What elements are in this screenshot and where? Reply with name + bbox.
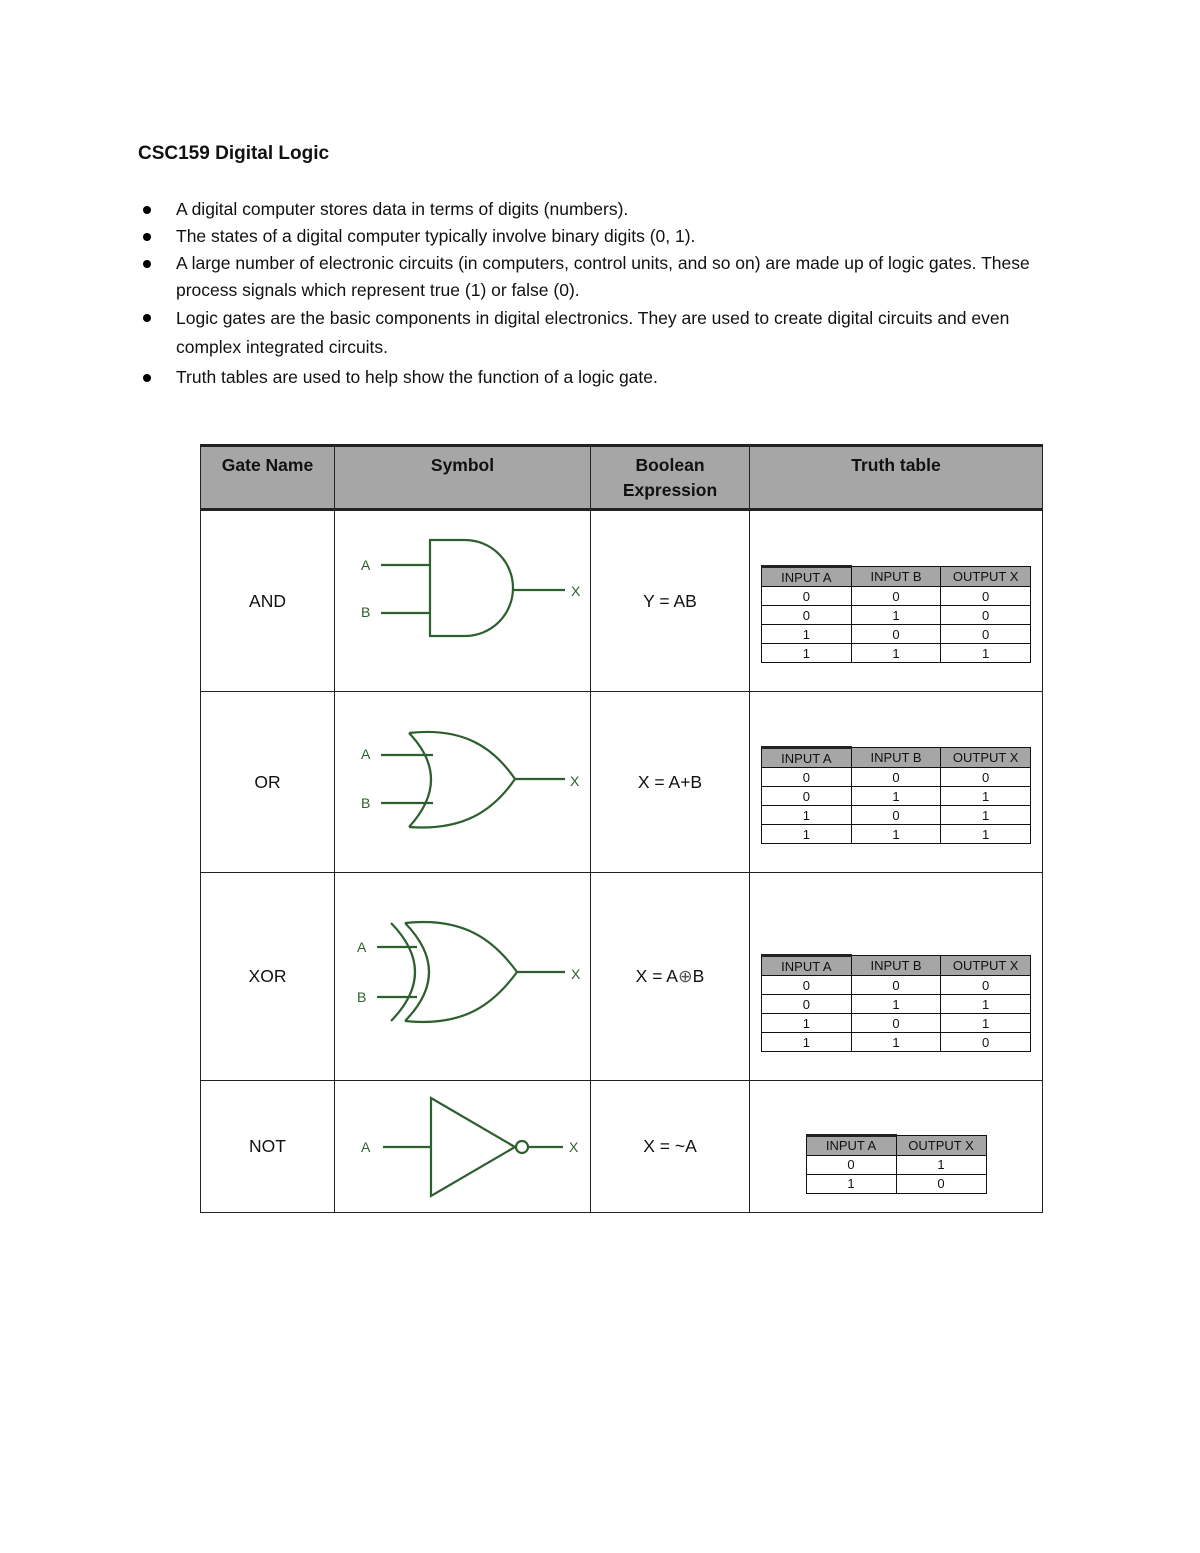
tt-header: INPUT A bbox=[762, 567, 852, 587]
header-symbol: Symbol bbox=[335, 446, 591, 510]
header-boolean-expression: Boolean Expression bbox=[591, 446, 750, 510]
tt-row: 1 1 0 bbox=[762, 1033, 1031, 1052]
page-title: CSC159 Digital Logic bbox=[138, 143, 330, 164]
pin-label-b: B bbox=[356, 988, 366, 1005]
list-item: The states of a digital computer typically involve binary digits (0, 1). bbox=[138, 223, 1038, 250]
pin-label-x: X bbox=[570, 965, 580, 982]
tt-header: OUTPUT X bbox=[896, 1135, 986, 1155]
truth-table-cell bbox=[750, 692, 1043, 873]
gate-symbol-cell bbox=[335, 692, 591, 873]
bullet-icon bbox=[143, 314, 151, 322]
bullet-icon bbox=[143, 374, 151, 382]
pin-label-a: A bbox=[360, 557, 370, 573]
truth-table-cell bbox=[750, 510, 1043, 692]
truth-table bbox=[761, 746, 1031, 844]
pin-label-x: X bbox=[569, 773, 579, 789]
table-row bbox=[201, 510, 1043, 692]
tt-header: OUTPUT X bbox=[941, 956, 1031, 976]
boolean-expression: X = A⊕B bbox=[591, 873, 750, 1081]
list-item: A large number of electronic circuits (in computers, control units, and so on) are made up of logic gates. These process signals which represent true (1) or false (0). bbox=[138, 250, 1038, 304]
tt-row: 1 0 1 bbox=[762, 1014, 1031, 1033]
list-item: Logic gates are the basic components in digital electronics. They are used to create digital circuits and even complex integrated circuits. bbox=[138, 304, 1038, 362]
tt-row: 0 1 0 bbox=[762, 606, 1031, 625]
bullet-list bbox=[138, 196, 1038, 391]
logic-gates-table bbox=[200, 444, 1043, 1213]
gate-symbol-cell bbox=[335, 1081, 591, 1213]
and-gate-icon bbox=[343, 536, 583, 666]
bullet-icon bbox=[143, 233, 151, 241]
xor-gate-icon bbox=[343, 917, 583, 1037]
tt-row: 1 0 bbox=[806, 1174, 986, 1193]
boolean-expression: X = A+B bbox=[591, 692, 750, 873]
gate-symbol-cell bbox=[335, 873, 591, 1081]
tt-row: 0 0 0 bbox=[762, 587, 1031, 606]
header-truth-table: Truth table bbox=[750, 446, 1043, 510]
tt-row: 0 1 1 bbox=[762, 995, 1031, 1014]
tt-row: 0 1 1 bbox=[762, 787, 1031, 806]
tt-header: INPUT B bbox=[851, 956, 941, 976]
bullet-icon bbox=[143, 260, 151, 268]
truth-table-cell bbox=[750, 873, 1043, 1081]
not-gate-icon bbox=[343, 1092, 583, 1202]
boolean-expression: Y = AB bbox=[591, 510, 750, 692]
tt-row: 1 0 1 bbox=[762, 806, 1031, 825]
table-header-row bbox=[201, 446, 1043, 510]
tt-row: 1 1 1 bbox=[762, 825, 1031, 844]
pin-label-b: B bbox=[360, 795, 370, 811]
tt-header: INPUT B bbox=[851, 748, 941, 768]
gate-symbol-cell bbox=[335, 510, 591, 692]
list-item: Truth tables are used to help show the function of a logic gate. bbox=[138, 364, 1038, 391]
pin-label-a: A bbox=[360, 746, 370, 762]
tt-row: 0 1 bbox=[806, 1155, 986, 1174]
gate-name: XOR bbox=[201, 873, 335, 1081]
pin-label-x: X bbox=[568, 1138, 578, 1155]
tt-header: INPUT A bbox=[762, 748, 852, 768]
list-item: A digital computer stores data in terms of digits (numbers). bbox=[138, 196, 1038, 223]
table-row bbox=[201, 873, 1043, 1081]
tt-row: 0 0 0 bbox=[762, 976, 1031, 995]
gate-name: OR bbox=[201, 692, 335, 873]
pin-label-x: X bbox=[570, 583, 580, 599]
or-gate-icon bbox=[343, 727, 583, 837]
tt-header: INPUT A bbox=[762, 956, 852, 976]
pin-label-b: B bbox=[360, 604, 370, 620]
tt-row: 1 1 1 bbox=[762, 644, 1031, 663]
tt-row: 1 0 0 bbox=[762, 625, 1031, 644]
pin-label-a: A bbox=[356, 938, 366, 955]
truth-table bbox=[761, 954, 1031, 1052]
table-row bbox=[201, 692, 1043, 873]
table-row bbox=[201, 1081, 1043, 1213]
truth-table-cell bbox=[750, 1081, 1043, 1213]
xor-symbol-icon: ⊕ bbox=[677, 966, 693, 986]
header-gate-name: Gate Name bbox=[201, 446, 335, 510]
gate-name: AND bbox=[201, 510, 335, 692]
gate-name: NOT bbox=[201, 1081, 335, 1213]
tt-row: 0 0 0 bbox=[762, 768, 1031, 787]
tt-header: OUTPUT X bbox=[941, 748, 1031, 768]
tt-header: INPUT B bbox=[851, 567, 941, 587]
boolean-expression: X = ~A bbox=[591, 1081, 750, 1213]
truth-table bbox=[761, 565, 1031, 663]
pin-label-a: A bbox=[360, 1138, 370, 1155]
tt-header: INPUT A bbox=[806, 1135, 896, 1155]
truth-table bbox=[806, 1134, 987, 1194]
bullet-icon bbox=[143, 206, 151, 214]
tt-header: OUTPUT X bbox=[941, 567, 1031, 587]
